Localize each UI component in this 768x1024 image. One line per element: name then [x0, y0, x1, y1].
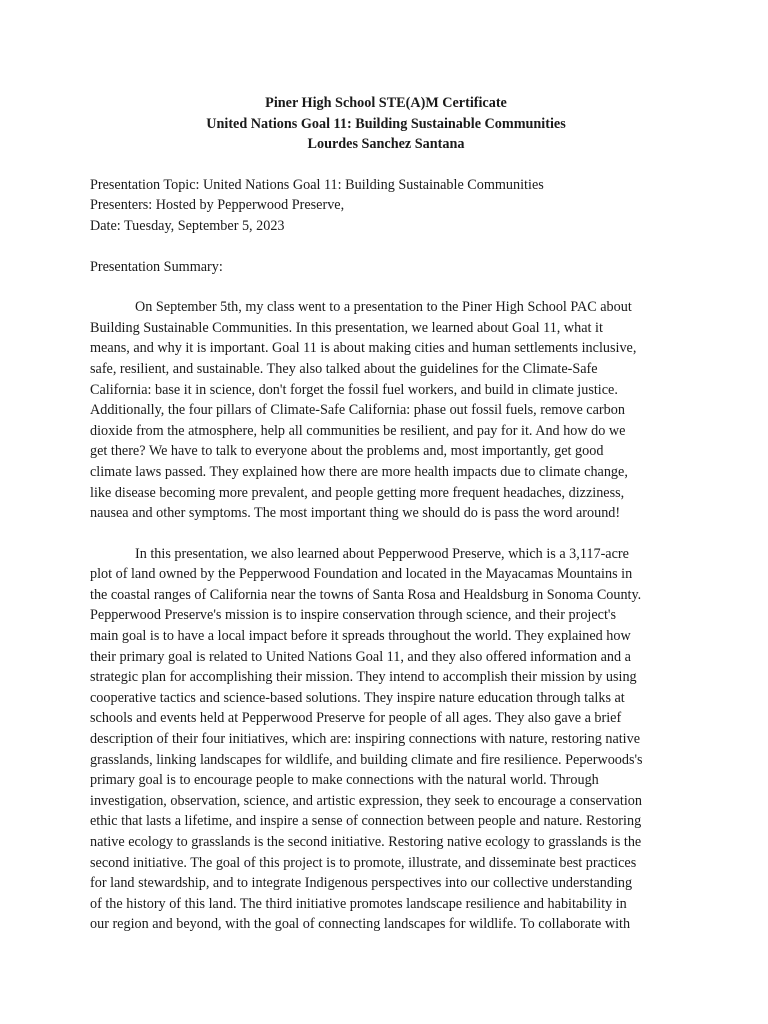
presentation-date: Date: Tuesday, September 5, 2023	[90, 217, 285, 234]
certificate-title: Piner High School STE(A)M Certificate	[265, 95, 507, 111]
paragraph-line: grasslands, linking landscapes for wildlife, and building climate and fire resilience. Peperwoods's	[90, 751, 643, 768]
goal-title: United Nations Goal 11: Building Sustainable Communities	[206, 115, 566, 132]
paragraph-line: schools and events held at Pepperwood Preserve for people of all ages. They also gave a brief	[90, 710, 622, 727]
paragraph-line: the coastal ranges of California near the towns of Santa Rosa and Healdsburg in Sonoma County.	[90, 586, 642, 603]
paragraph-line: native ecology to grasslands is the second initiative. Restoring native ecology to grasslands is the	[90, 834, 642, 850]
paragraph-line: our region and beyond, with the goal of connecting landscapes for wildlife. To collaborate with	[90, 916, 631, 933]
author-name: Lourdes Sanchez Santana	[307, 136, 465, 153]
paragraph-line: climate laws passed. They explained how there are more health impacts due to climate change,	[90, 463, 628, 480]
presenters: Presenters: Hosted by Pepperwood Preserve,	[90, 197, 345, 214]
paragraph-line: investigation, observation, science, and artistic expression, they seek to encourage a conservation	[90, 792, 642, 809]
presentation-topic: Presentation Topic: United Nations Goal 11: Building Sustainable Communities	[90, 176, 544, 193]
paragraph-line: get there? We have to talk to everyone about the problems and, most importantly, get good	[90, 443, 604, 460]
paragraph-line: Pepperwood Preserve's mission is to inspire conservation through science, and their project's	[90, 607, 616, 624]
paragraph-line: California: base it in science, don't forget the fossil fuel workers, and build in climate justice.	[90, 381, 618, 398]
paragraph-line: Building Sustainable Communities. In this presentation, we learned about Goal 11, what it	[90, 319, 603, 336]
summary-label: Presentation Summary:	[90, 258, 223, 275]
paragraph-line: primary goal is to encourage people to make connections with the natural world. Through	[90, 772, 599, 789]
paragraph-line: main goal is to have a local impact before it spreads throughout the world. They explained how	[90, 628, 631, 645]
document-page	[90, 93, 682, 955]
paragraph-line: On September 5th, my class went to a presentation to the Piner High School PAC about	[135, 299, 632, 316]
paragraph-line: dioxide from the atmosphere, help all communities be resilient, and pay for it. And how do we	[90, 422, 626, 439]
paragraph-line: In this presentation, we also learned about Pepperwood Preserve, which is a 3,117-acre	[135, 545, 629, 562]
presentation-meta	[90, 175, 682, 237]
paragraph-line: plot of land owned by the Pepperwood Foundation and located in the Mayacamas Mountains in	[90, 566, 633, 583]
paragraph-line: like disease becoming more prevalent, and people getting more frequent headaches, dizziness,	[90, 484, 625, 501]
paragraph-line: nausea and other symptoms. The most important thing we should do is pass the word around!	[90, 505, 621, 522]
paragraph-line: of the history of this land. The third initiative promotes landscape resilience and habitability in	[90, 895, 627, 912]
summary-paragraph	[90, 544, 682, 935]
paragraph-line: ethic that lasts a lifetime, and inspire a sense of connection between people and nature. Restoring	[90, 813, 642, 830]
paragraph-line: their primary goal is related to United Nations Goal 11, and they also offered information and a	[90, 648, 631, 665]
paragraph-line: cooperative tactics and science-based solutions. They inspire nature education through talks at	[90, 689, 625, 706]
paragraph-line: for land stewardship, and to integrate Indigenous perspectives into our collective understanding	[90, 875, 633, 892]
paragraph-line: means, and why it is important. Goal 11 is about making cities and human settlements inclusive,	[90, 340, 637, 357]
paragraph-line: Additionally, the four pillars of Climate-Safe California: phase out fossil fuels, remove carbon	[90, 402, 625, 419]
summary-body	[90, 297, 682, 935]
paragraph-line: description of their four initiatives, which are: inspiring connections with nature, restoring native	[90, 731, 641, 748]
paragraph-line: safe, resilient, and sustainable. They also talked about the guidelines for the Climate-Safe	[90, 360, 598, 377]
document-header	[90, 93, 682, 155]
paragraph-line: second initiative. The goal of this project is to promote, illustrate, and disseminate best practices	[90, 854, 637, 871]
paragraph-line: strategic plan for accomplishing their mission. They intend to accomplish their mission by using	[90, 669, 637, 686]
summary-paragraph	[90, 297, 682, 524]
